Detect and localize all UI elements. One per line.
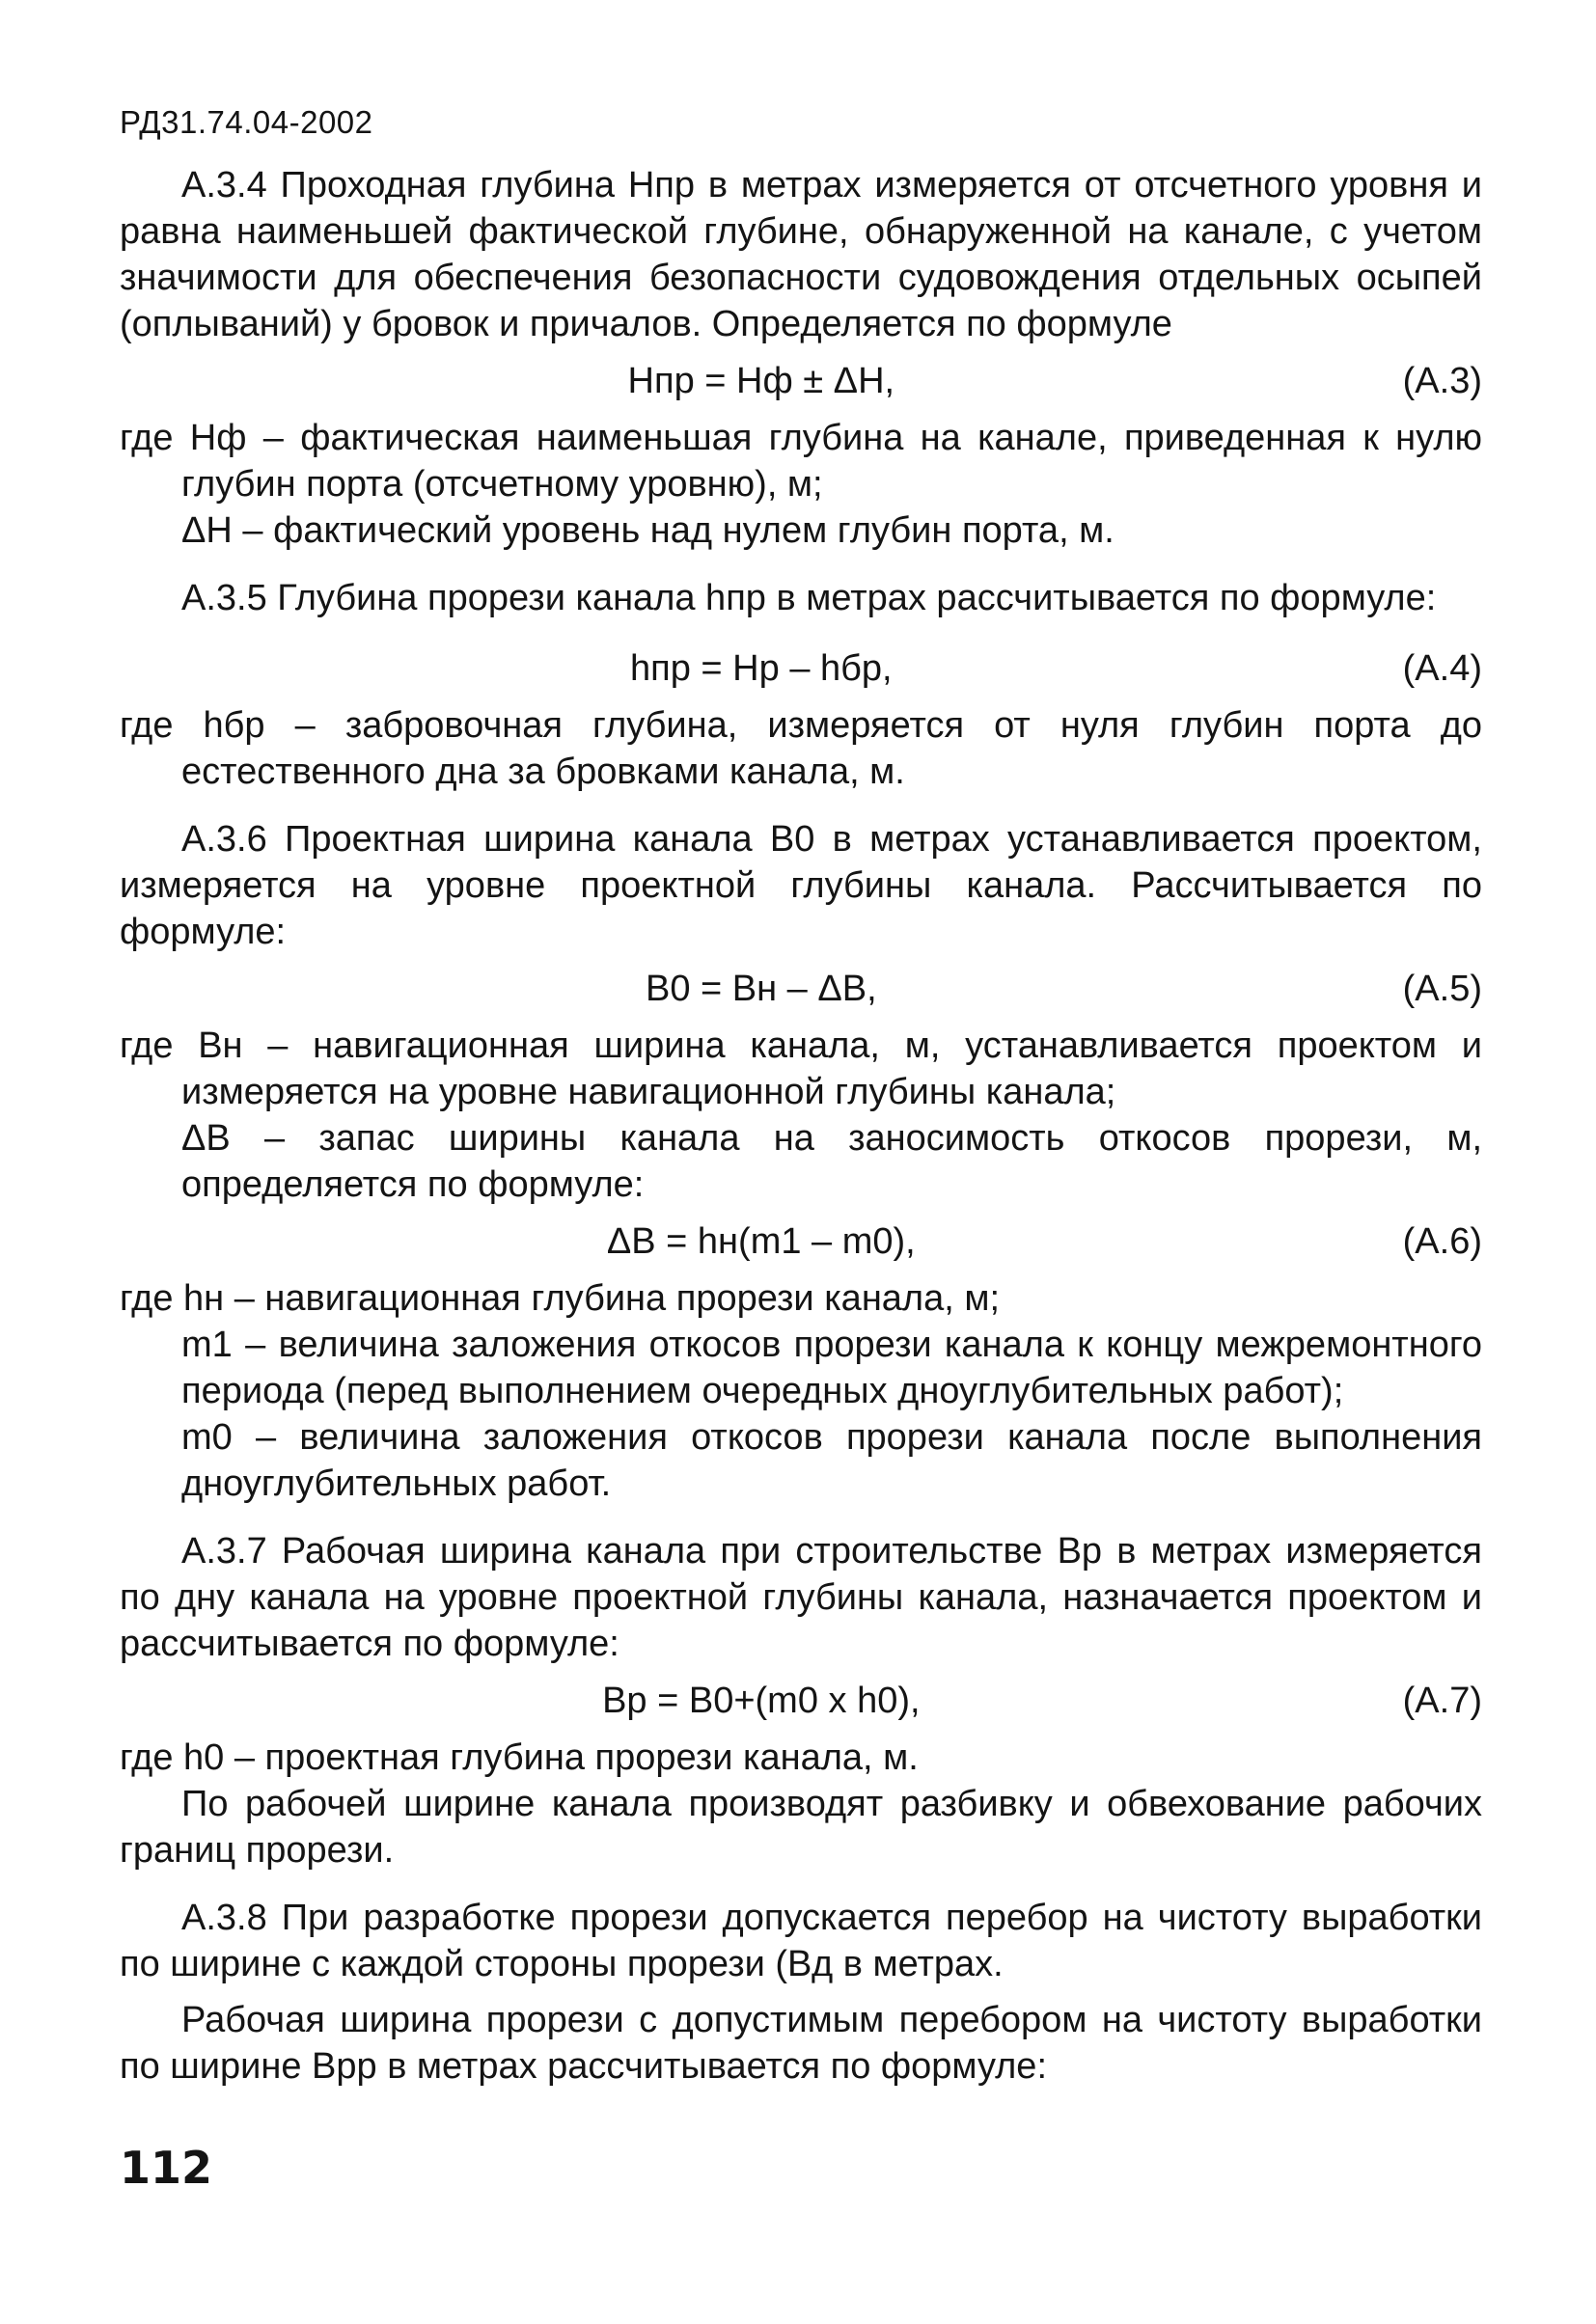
page-number: 112 xyxy=(120,2142,213,2194)
paragraph-a-3-7: А.3.7 Рабочая ширина канала при строительстве Вр в метрах измеряется по дну канала на уровне проектной глубины канала, назначается проектом и рассчитывается по формуле: xyxy=(120,1531,1482,1664)
definition-paragraph: ΔН – фактический уровень над нулем глубин порта, м. xyxy=(181,510,1114,551)
formula-number: (А.6) xyxy=(1402,1221,1482,1262)
formula-a-6 xyxy=(120,1208,1482,1275)
paragraph-text: По рабочей ширине канала производят разбивку и обвехование рабочих границ прорези. xyxy=(120,1784,1482,1871)
paragraph-text: Рабочая ширина прорези с допустимым перебором на чистоту выработки по ширине Врр в метрах рассчитывается по формуле: xyxy=(120,2000,1482,2087)
formula-number: (А.7) xyxy=(1402,1681,1482,1721)
formula-a-3 xyxy=(120,347,1482,415)
paragraph-a-3-5: А.3.5 Глубина прорези канала hпр в метрах рассчитывается по формуле: xyxy=(181,578,1437,618)
formula-expression: Нпр = Нф ± ΔН, xyxy=(627,361,895,401)
definition-paragraph: m1 – величина заложения откосов прорези канала к концу межремонтного периода (перед выполнением очередных дноуглубительных работ); xyxy=(181,1325,1482,1411)
formula-expression: В0 = Вн – ΔВ, xyxy=(645,969,877,1009)
definition-paragraph: где hн – навигационная глубина прорези канала, м; xyxy=(120,1278,1001,1319)
definition-paragraph: ΔВ – запас ширины канала на заносимость откосов прорези, м, определяется по формуле: xyxy=(181,1118,1482,1205)
paragraph-a-3-8: А.3.8 При разработке прорези допускается перебор на чистоту выработки по ширине с каждой стороны прорези (Вд в метрах. xyxy=(120,1898,1482,1984)
formula-a-7 xyxy=(120,1667,1482,1735)
definition-paragraph: где Вн – навигационная ширина канала, м, устанавливается проектом и измеряется на уровне навигационной глубины канала; xyxy=(120,1025,1482,1112)
definition-paragraph: где Нф – фактическая наименьшая глубина на канале, приведенная к нулю глубин порта (отсчетному уровню), м; xyxy=(120,418,1482,505)
paragraph-a-3-6: А.3.6 Проектная ширина канала В0 в метрах устанавливается проектом, измеряется на уровне проектной глубины канала. Рассчитывается по формуле: xyxy=(120,819,1482,952)
formula-expression: Вр = В0+(m0 x h0), xyxy=(602,1681,921,1721)
formula-expression: ΔВ = hн(m1 – m0), xyxy=(606,1221,916,1262)
document-code: РД31.74.04-2002 xyxy=(120,104,373,140)
formula-expression: hпр = Нр – hбр, xyxy=(630,648,893,689)
definition-paragraph: m0 – величина заложения откосов прорези канала после выполнения дноуглубительных работ. xyxy=(181,1417,1482,1504)
formula-number: (А.4) xyxy=(1402,648,1482,689)
formula-a-5 xyxy=(120,955,1482,1023)
definition-paragraph: где h0 – проектная глубина прорези канала, м. xyxy=(120,1737,919,1778)
formula-number: (А.3) xyxy=(1402,361,1482,401)
definition-paragraph: где hбр – забровочная глубина, измеряется от нуля глубин порта до естественного дна за бровками канала, м. xyxy=(120,705,1482,792)
formula-a-4 xyxy=(120,635,1482,702)
formula-number: (А.5) xyxy=(1402,969,1482,1009)
paragraph-a-3-4: А.3.4 Проходная глубина Hпр в метрах измеряется от отсчетного уровня и равна наименьшей фактической глубине, обнаруженной на канале, с учетом значимости для обеспечения безопасности судовождения отдельных осыпей (оплываний) у бровок и причалов. Определяется по формуле xyxy=(120,165,1482,344)
document-body xyxy=(120,162,1482,2090)
